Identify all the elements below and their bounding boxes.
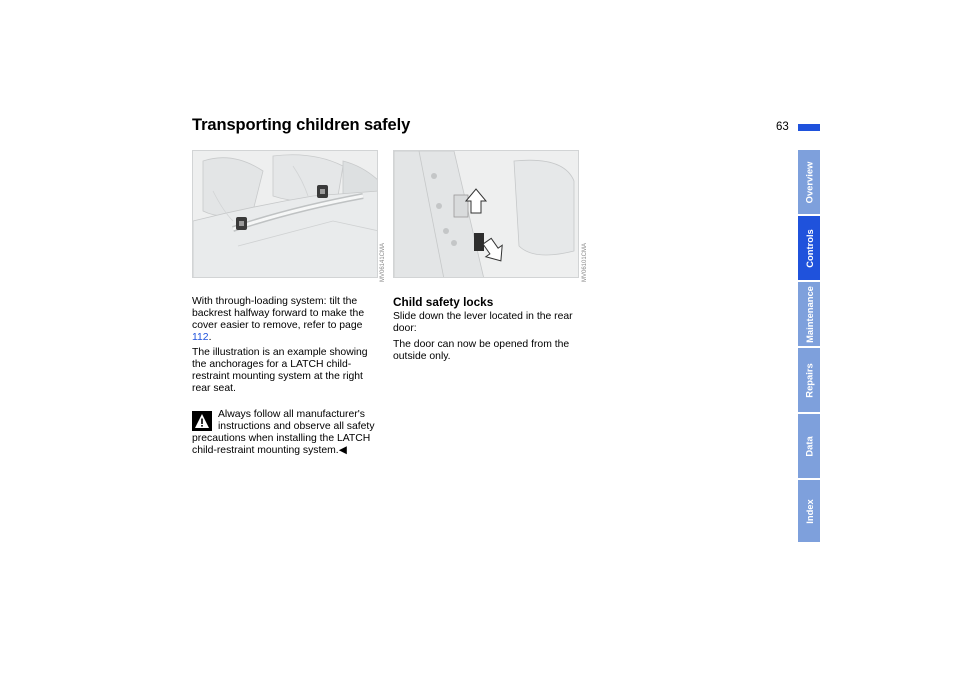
end-marker: ◀: [338, 445, 347, 456]
tab-overview[interactable]: Overview: [798, 150, 820, 216]
warning-block: [192, 409, 382, 457]
figure-code-right: MV06101CMA: [582, 242, 588, 282]
figure-code-left: MV06141CMA: [380, 242, 386, 282]
tab-index[interactable]: Index: [798, 480, 820, 544]
child-lock-illustration: [393, 150, 579, 278]
tab-controls[interactable]: Controls: [798, 216, 820, 282]
latch-description-paragraph: The illustration is an example showing the anchorages for a LATCH child-restraint mounting system at the right rear seat.: [192, 347, 368, 394]
child-safety-locks-heading: Child safety locks: [393, 295, 494, 309]
child-lock-result: The door can now be opened from the outside only.: [393, 339, 570, 362]
page-title: Transporting children safely: [192, 116, 411, 134]
rear-seat-illustration: [192, 150, 378, 278]
through-loading-paragraph: [192, 296, 378, 344]
page-reference-link[interactable]: 112: [192, 332, 209, 343]
warning-icon: [192, 411, 212, 431]
through-loading-end: .: [208, 332, 212, 343]
tab-maintenance[interactable]: Maintenance: [798, 282, 820, 348]
warning-text: Always follow all manufacturer's instructions and observe all safety precautions when installing the LATCH child-restraint mounting system.: [192, 409, 375, 456]
child-lock-instruction: Slide down the lever located in the rear door:: [393, 311, 573, 334]
page-marker: [798, 124, 820, 131]
page-number: 63: [776, 121, 789, 133]
tab-data[interactable]: Data: [798, 414, 820, 480]
tab-repairs[interactable]: Repairs: [798, 348, 820, 414]
through-loading-text: With through-loading system: tilt the backrest halfway forward to make the cover easier to remove, refer to page: [192, 296, 365, 331]
